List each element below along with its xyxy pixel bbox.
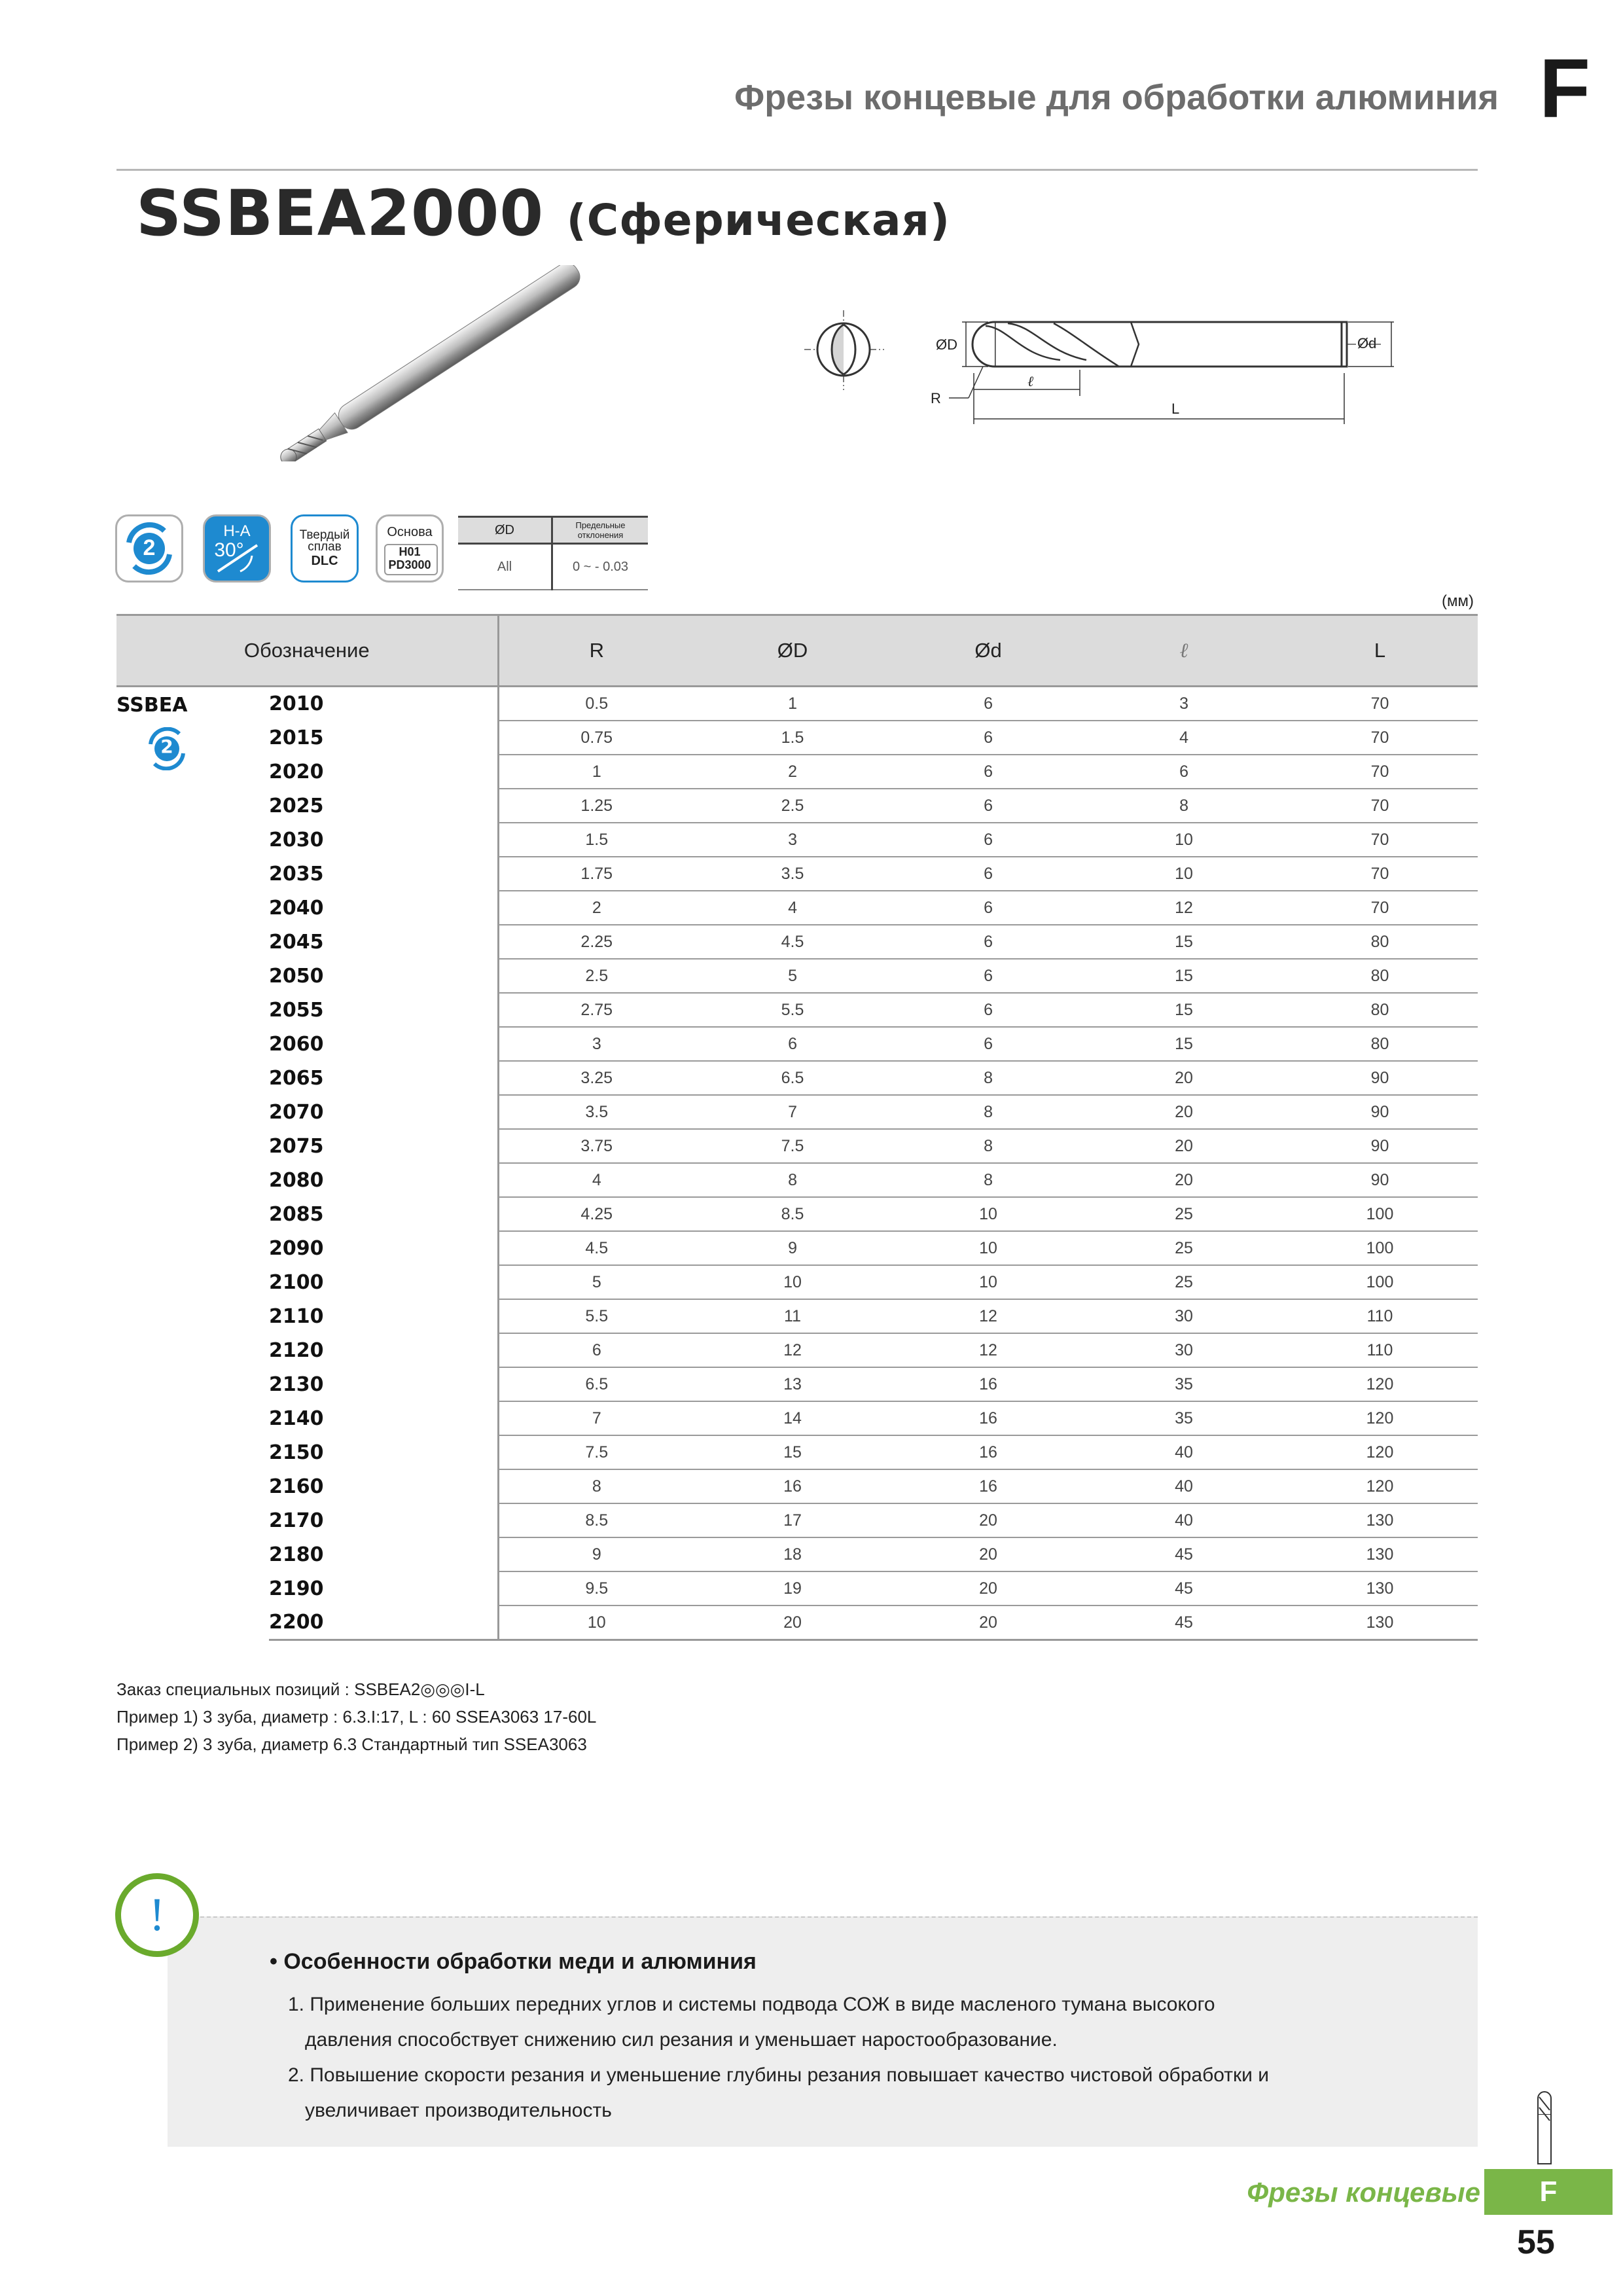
dimensions-table: [116, 614, 1478, 1641]
row-l: 15: [1086, 959, 1282, 993]
row-r: 4: [498, 1163, 694, 1197]
row-r: 2.25: [498, 925, 694, 959]
row-big-l: 80: [1282, 959, 1478, 993]
row-l: 25: [1086, 1197, 1282, 1231]
row-code: 2010: [269, 687, 498, 721]
base-type: PD3000: [388, 558, 431, 571]
row-d: 8: [891, 1129, 1086, 1163]
row-big-l: 100: [1282, 1265, 1478, 1299]
row-r: 6: [498, 1333, 694, 1367]
row-r: 1: [498, 755, 694, 789]
helix-label: H-A: [223, 522, 251, 540]
row-l: 25: [1086, 1265, 1282, 1299]
big-l-label: L: [1171, 401, 1180, 417]
row-code: 2050: [269, 959, 498, 993]
row-r: 0.5: [498, 687, 694, 721]
row-code: 2045: [269, 925, 498, 959]
row-l: 8: [1086, 789, 1282, 823]
header-big-l: L: [1282, 615, 1478, 687]
table-row: [116, 857, 1478, 891]
feature-1-line2: давления способствует снижению сил резания и уменьшает наростообразование.: [305, 2029, 1058, 2051]
tol-header-od: ØD: [458, 517, 552, 544]
tol-header-line1: Предельные: [575, 520, 626, 530]
row-r: 7.5: [498, 1435, 694, 1469]
row-od: 15: [694, 1435, 891, 1469]
row-d: 6: [891, 755, 1086, 789]
material-line2: сплав: [308, 540, 342, 554]
row-r: 1.75: [498, 857, 694, 891]
row-l: 45: [1086, 1571, 1282, 1605]
row-r: 8: [498, 1469, 694, 1503]
table-row: [116, 959, 1478, 993]
table-row: [116, 721, 1478, 755]
row-big-l: 120: [1282, 1401, 1478, 1435]
row-od: 8: [694, 1163, 891, 1197]
row-od: 5.5: [694, 993, 891, 1027]
row-r: 5: [498, 1265, 694, 1299]
table-row: [116, 1299, 1478, 1333]
row-big-l: 90: [1282, 1129, 1478, 1163]
row-d: 8: [891, 1061, 1086, 1095]
row-code: 2025: [269, 789, 498, 823]
row-big-l: 80: [1282, 1027, 1478, 1061]
note-special-order: Заказ специальных позиций : SSBEA2◎◎◎I-L: [116, 1679, 485, 1699]
row-d: 20: [891, 1503, 1086, 1537]
table-row: [116, 1163, 1478, 1197]
units-label: (мм): [1442, 592, 1474, 610]
row-r: 2: [498, 891, 694, 925]
row-od: 16: [694, 1469, 891, 1503]
row-d: 8: [891, 1095, 1086, 1129]
row-od: 18: [694, 1537, 891, 1571]
row-od: 1.5: [694, 721, 891, 755]
table-body: [116, 687, 1478, 1640]
row-big-l: 80: [1282, 925, 1478, 959]
exclamation-icon: !: [115, 1873, 199, 1957]
row-od: 6.5: [694, 1061, 891, 1095]
row-big-l: 70: [1282, 891, 1478, 925]
row-r: 2.5: [498, 959, 694, 993]
row-l: 10: [1086, 823, 1282, 857]
feature-2-line2: увеличивает производительность: [305, 2100, 612, 2121]
order-notes: [116, 1676, 596, 1758]
table-row: [116, 687, 1478, 721]
helix-angle: 30°: [214, 539, 244, 561]
row-d: 6: [891, 925, 1086, 959]
row-big-l: 120: [1282, 1469, 1478, 1503]
table-row: [116, 891, 1478, 925]
row-d: 6: [891, 891, 1086, 925]
row-r: 6.5: [498, 1367, 694, 1401]
row-d: 6: [891, 789, 1086, 823]
row-d: 16: [891, 1401, 1086, 1435]
row-d: 16: [891, 1367, 1086, 1401]
row-r: 10: [498, 1605, 694, 1640]
row-big-l: 130: [1282, 1571, 1478, 1605]
od-label: ØD: [936, 336, 957, 353]
row-od: 7: [694, 1095, 891, 1129]
header-l: ℓ: [1086, 615, 1282, 687]
row-od: 2: [694, 755, 891, 789]
header-divider: [116, 169, 1478, 171]
row-r: 3: [498, 1027, 694, 1061]
row-d: 12: [891, 1299, 1086, 1333]
row-big-l: 70: [1282, 687, 1478, 721]
end-view-drawing: [802, 308, 887, 393]
table-row: [116, 1469, 1478, 1503]
row-d: 6: [891, 1027, 1086, 1061]
row-od: 8.5: [694, 1197, 891, 1231]
row-code: 2065: [269, 1061, 498, 1095]
page-number: 55: [1517, 2223, 1555, 2261]
table-row: [116, 755, 1478, 789]
footer-category: Фрезы концевые: [1247, 2177, 1480, 2208]
tol-value-od: All: [458, 544, 552, 590]
row-l: 10: [1086, 857, 1282, 891]
row-od: 7.5: [694, 1129, 891, 1163]
row-l: 20: [1086, 1163, 1282, 1197]
row-r: 4.5: [498, 1231, 694, 1265]
row-code: 2075: [269, 1129, 498, 1163]
end-mill-icon: [1525, 2088, 1564, 2166]
row-od: 14: [694, 1401, 891, 1435]
row-code: 2060: [269, 1027, 498, 1061]
row-code: 2160: [269, 1469, 498, 1503]
row-od: 3: [694, 823, 891, 857]
row-od: 20: [694, 1605, 891, 1640]
l-label: ℓ: [1027, 373, 1034, 389]
row-l: 12: [1086, 891, 1282, 925]
row-d: 20: [891, 1571, 1086, 1605]
row-code: 2015: [269, 721, 498, 755]
table-row: [116, 1197, 1478, 1231]
row-code: 2090: [269, 1231, 498, 1265]
row-d: 6: [891, 721, 1086, 755]
table-row: [116, 1537, 1478, 1571]
side-view-drawing: [923, 275, 1407, 432]
row-big-l: 100: [1282, 1231, 1478, 1265]
row-d: 10: [891, 1197, 1086, 1231]
r-label: R: [931, 390, 941, 406]
product-code: SSBEA2000: [136, 177, 544, 250]
row-code: 2070: [269, 1095, 498, 1129]
row-od: 5: [694, 959, 891, 993]
table-row: [116, 1367, 1478, 1401]
header-d: Ød: [891, 615, 1086, 687]
row-l: 25: [1086, 1231, 1282, 1265]
badge-flutes: [115, 514, 183, 583]
note-example-1: Пример 1) 3 зуба, диаметр : 6.3.I:17, L : 60 SSEA3063 17-60L: [116, 1707, 597, 1727]
row-big-l: 90: [1282, 1095, 1478, 1129]
row-code: 2080: [269, 1163, 498, 1197]
table-row: [116, 1129, 1478, 1163]
row-code: 2110: [269, 1299, 498, 1333]
feature-item-2: [288, 2058, 1400, 2128]
row-code: 2180: [269, 1537, 498, 1571]
row-r: 3.25: [498, 1061, 694, 1095]
series-flute-icon: [145, 727, 188, 770]
tol-value-deviation: 0 ~ - 0.03: [552, 544, 649, 590]
row-big-l: 110: [1282, 1333, 1478, 1367]
table-row: [116, 789, 1478, 823]
feature-item-1: [288, 1987, 1400, 2058]
row-r: 5.5: [498, 1299, 694, 1333]
row-od: 12: [694, 1333, 891, 1367]
section-letter: F: [1539, 42, 1590, 135]
row-d: 6: [891, 959, 1086, 993]
row-d: 16: [891, 1435, 1086, 1469]
base-label: Основа: [387, 525, 433, 539]
row-d: 20: [891, 1605, 1086, 1640]
row-d: 8: [891, 1163, 1086, 1197]
table-row: [116, 1605, 1478, 1640]
row-od: 17: [694, 1503, 891, 1537]
row-code: 2140: [269, 1401, 498, 1435]
row-code: 2130: [269, 1367, 498, 1401]
row-big-l: 120: [1282, 1435, 1478, 1469]
row-big-l: 130: [1282, 1537, 1478, 1571]
row-code: 2085: [269, 1197, 498, 1231]
row-l: 6: [1086, 755, 1282, 789]
row-r: 7: [498, 1401, 694, 1435]
row-code: 2055: [269, 993, 498, 1027]
table-row: [116, 1061, 1478, 1095]
row-r: 0.75: [498, 721, 694, 755]
row-big-l: 90: [1282, 1061, 1478, 1095]
row-big-l: 70: [1282, 721, 1478, 755]
tolerance-table: [458, 516, 648, 590]
row-big-l: 70: [1282, 857, 1478, 891]
row-od: 6: [694, 1027, 891, 1061]
row-od: 9: [694, 1231, 891, 1265]
row-code: 2020: [269, 755, 498, 789]
row-l: 15: [1086, 1027, 1282, 1061]
row-l: 40: [1086, 1435, 1282, 1469]
badge-base: [376, 514, 444, 583]
row-code: 2150: [269, 1435, 498, 1469]
row-l: 40: [1086, 1503, 1282, 1537]
note-example-2: Пример 2) 3 зуба, диаметр 6.3 Стандартный тип SSEA3063: [116, 1734, 587, 1754]
badge-helix: [203, 514, 271, 583]
badge-material: [291, 514, 359, 583]
section-title: Фрезы концевые для обработки алюминия: [734, 78, 1499, 117]
row-big-l: 110: [1282, 1299, 1478, 1333]
product-subtitle: (Сферическая): [566, 195, 951, 245]
table-row: [116, 1333, 1478, 1367]
row-l: 20: [1086, 1095, 1282, 1129]
row-d: 6: [891, 857, 1086, 891]
row-d: 12: [891, 1333, 1086, 1367]
row-l: 15: [1086, 993, 1282, 1027]
row-big-l: 100: [1282, 1197, 1478, 1231]
series-name: SSBEA: [116, 694, 188, 717]
row-r: 1.5: [498, 823, 694, 857]
row-l: 35: [1086, 1401, 1282, 1435]
row-big-l: 130: [1282, 1605, 1478, 1640]
series-flute-count: 2: [160, 736, 173, 757]
table-row: [116, 1027, 1478, 1061]
row-big-l: 130: [1282, 1503, 1478, 1537]
row-r: 3.75: [498, 1129, 694, 1163]
row-code: 2170: [269, 1503, 498, 1537]
table-row: [116, 1503, 1478, 1537]
row-l: 30: [1086, 1299, 1282, 1333]
row-d: 10: [891, 1265, 1086, 1299]
d-label: Ød: [1357, 335, 1377, 351]
row-code: 2030: [269, 823, 498, 857]
row-od: 1: [694, 687, 891, 721]
row-r: 8.5: [498, 1503, 694, 1537]
table-row: [116, 993, 1478, 1027]
row-code: 2120: [269, 1333, 498, 1367]
table-row: [116, 1401, 1478, 1435]
row-l: 30: [1086, 1333, 1282, 1367]
row-big-l: 90: [1282, 1163, 1478, 1197]
table-row: [116, 1435, 1478, 1469]
product-title: [136, 177, 950, 250]
feature-2-line1: 2. Повышение скорости резания и уменьшение глубины резания повышает качество чистовой обработки и: [288, 2064, 1269, 2086]
row-od: 10: [694, 1265, 891, 1299]
row-od: 4.5: [694, 925, 891, 959]
row-d: 16: [891, 1469, 1086, 1503]
row-l: 15: [1086, 925, 1282, 959]
row-r: 2.75: [498, 993, 694, 1027]
series-cell: [116, 687, 269, 1640]
table-row: [116, 1095, 1478, 1129]
row-l: 3: [1086, 687, 1282, 721]
row-d: 6: [891, 993, 1086, 1027]
material-coating: DLC: [311, 554, 338, 568]
footer-tab: F: [1484, 2169, 1613, 2215]
row-l: 20: [1086, 1061, 1282, 1095]
row-d: 20: [891, 1537, 1086, 1571]
row-l: 4: [1086, 721, 1282, 755]
row-d: 6: [891, 687, 1086, 721]
row-code: 2100: [269, 1265, 498, 1299]
tool-photo: [252, 265, 618, 461]
row-code: 2040: [269, 891, 498, 925]
row-d: 6: [891, 823, 1086, 857]
tol-header-deviation: [552, 517, 649, 544]
row-r: 1.25: [498, 789, 694, 823]
row-l: 45: [1086, 1537, 1282, 1571]
row-big-l: 70: [1282, 823, 1478, 857]
row-r: 4.25: [498, 1197, 694, 1231]
header-designation: Обозначение: [116, 615, 498, 687]
tol-header-line2: отклонения: [577, 530, 624, 540]
row-od: 3.5: [694, 857, 891, 891]
row-l: 40: [1086, 1469, 1282, 1503]
table-row: [116, 1571, 1478, 1605]
feature-1-line1: 1. Применение больших передних углов и системы подвода СОЖ в виде масленого тумана высокого: [288, 1994, 1215, 2015]
row-l: 35: [1086, 1367, 1282, 1401]
row-l: 45: [1086, 1605, 1282, 1640]
row-od: 11: [694, 1299, 891, 1333]
row-big-l: 70: [1282, 789, 1478, 823]
row-l: 20: [1086, 1129, 1282, 1163]
row-big-l: 120: [1282, 1367, 1478, 1401]
row-big-l: 80: [1282, 993, 1478, 1027]
row-r: 9: [498, 1537, 694, 1571]
table-row: [116, 1231, 1478, 1265]
flute-count: 2: [143, 535, 156, 560]
row-od: 2.5: [694, 789, 891, 823]
row-code: 2190: [269, 1571, 498, 1605]
row-big-l: 70: [1282, 755, 1478, 789]
table-row: [116, 823, 1478, 857]
row-od: 4: [694, 891, 891, 925]
row-od: 19: [694, 1571, 891, 1605]
header-od: ØD: [694, 615, 891, 687]
row-r: 3.5: [498, 1095, 694, 1129]
header-r: R: [498, 615, 694, 687]
features-title: • Особенности обработки меди и алюминия: [270, 1949, 757, 1974]
row-d: 10: [891, 1231, 1086, 1265]
row-r: 9.5: [498, 1571, 694, 1605]
table-row: [116, 925, 1478, 959]
row-code: 2200: [269, 1605, 498, 1640]
row-code: 2035: [269, 857, 498, 891]
table-row: [116, 1265, 1478, 1299]
material-line1: Твердый: [299, 528, 350, 542]
row-od: 13: [694, 1367, 891, 1401]
base-grade: H01: [399, 545, 421, 558]
